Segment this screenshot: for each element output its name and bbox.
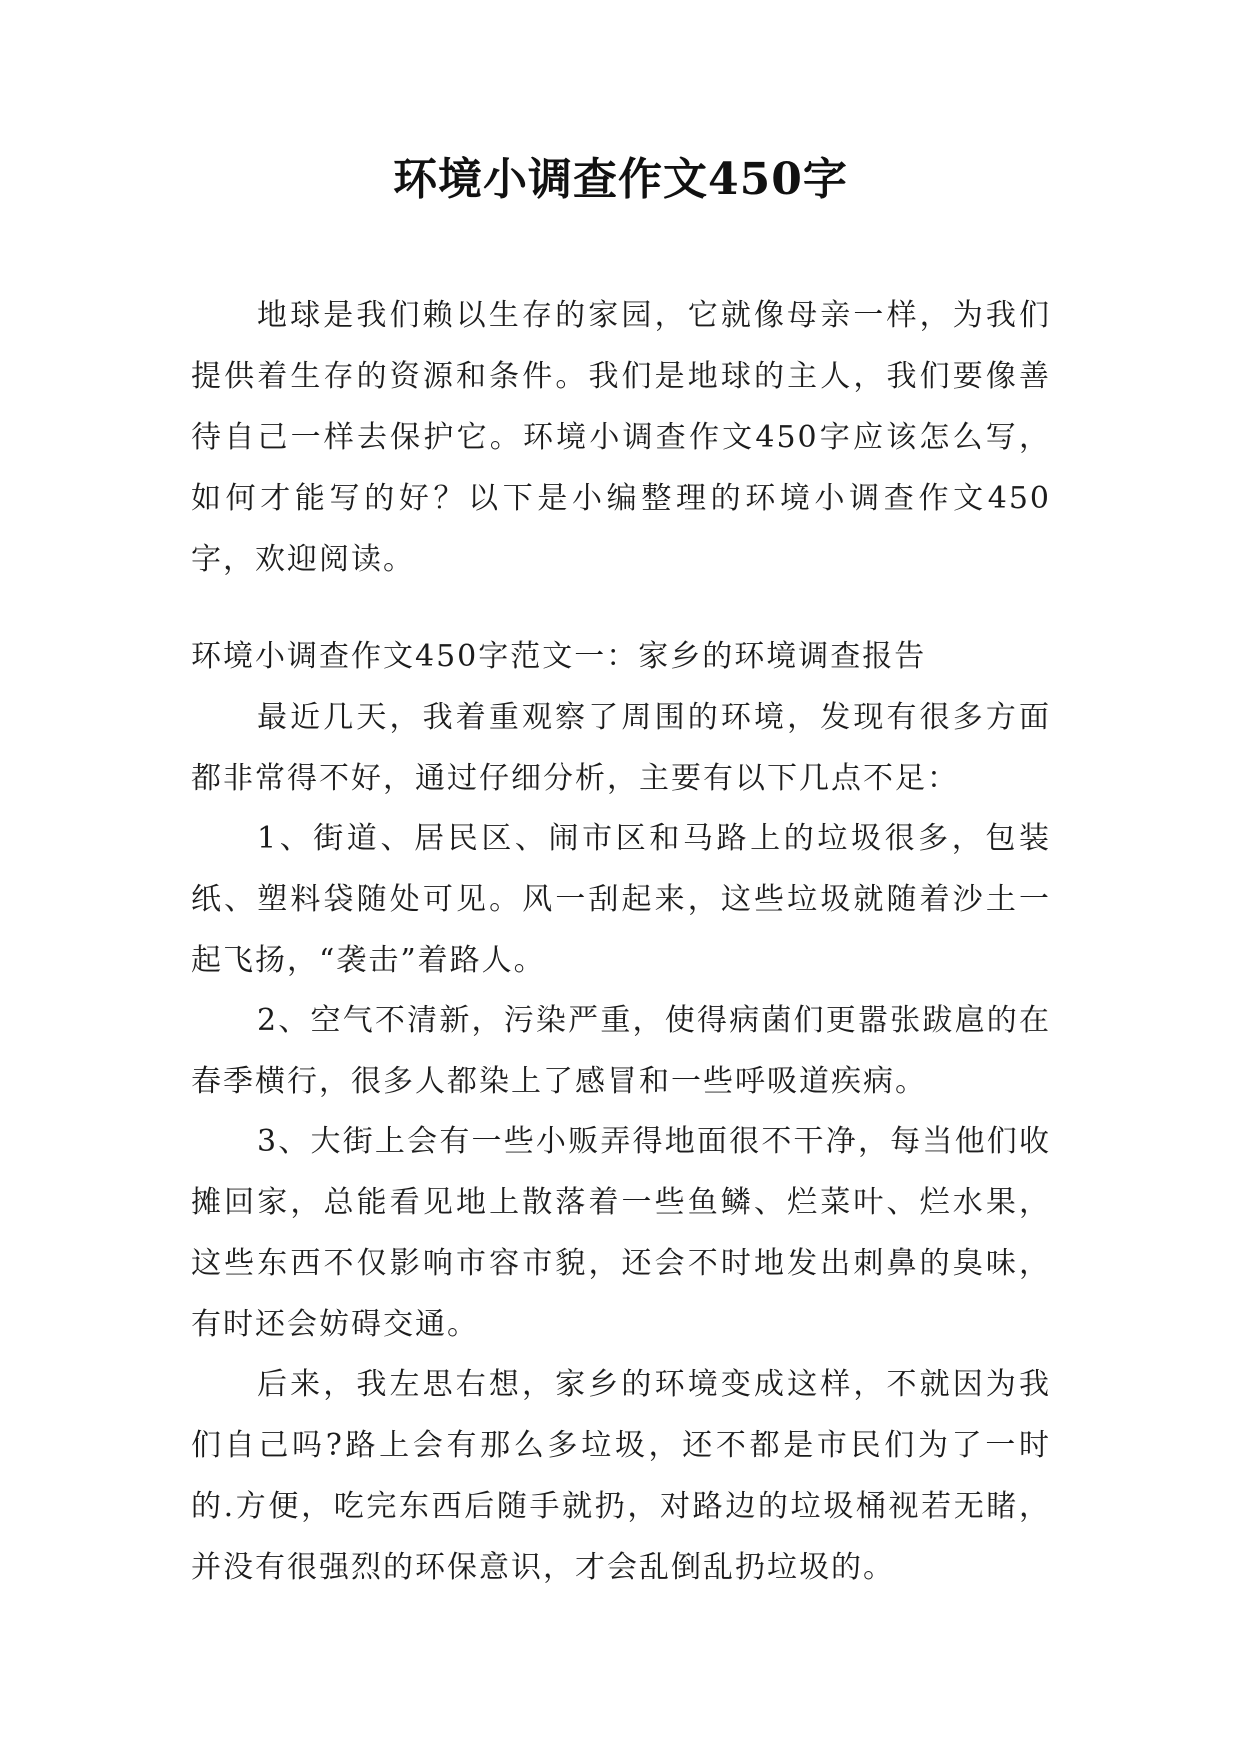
body-paragraph-3: 2、空气不清新，污染严重，使得病菌们更嚣张跋扈的在春季横行，很多人都染上了感冒和一些呼吸道疾病。	[191, 1003, 1051, 1099]
body-paragraph-5: 后来，我左思右想，家乡的环境变成这样，不就因为我们自己吗?路上会有那么多垃圾，还不都是市民们为了一时的.方便，吃完东西后随手就扔，对路边的垃圾桶视若无睹，并没有很强烈的环保意识，才会乱倒乱扔垃圾的。	[191, 1367, 1051, 1585]
body-paragraph-4: 3、大街上会有一些小贩弄得地面很不干净，每当他们收摊回家，总能看见地上散落着一些鱼鳞、烂菜叶、烂水果，这些东西不仅影响市容市貌，还会不时地发出刺鼻的臭味，有时还会妨碍交通。	[191, 1124, 1051, 1342]
section-heading: 环境小调查作文450字范文一：家乡的环境调查报告	[191, 639, 927, 674]
body-paragraph-1: 最近几天，我着重观察了周围的环境，发现有很多方面都非常得不好，通过仔细分析，主要有以下几点不足：	[191, 700, 1051, 796]
intro-paragraph: 地球是我们赖以生存的家园，它就像母亲一样，为我们提供着生存的资源和条件。我们是地球的主人，我们要像善待自己一样去保护它。环境小调查作文450字应该怎么写，如何才能写的好？以下是小编整理的环境小调查作文450字，欢迎阅读。	[191, 298, 1051, 577]
document-title: 环境小调查作文450字	[393, 154, 848, 205]
body-paragraph-2: 1、街道、居民区、闹市区和马路上的垃圾很多，包装纸、塑料袋随处可见。风一刮起来，这些垃圾就随着沙土一起飞扬，“袭击”着路人。	[191, 821, 1051, 978]
